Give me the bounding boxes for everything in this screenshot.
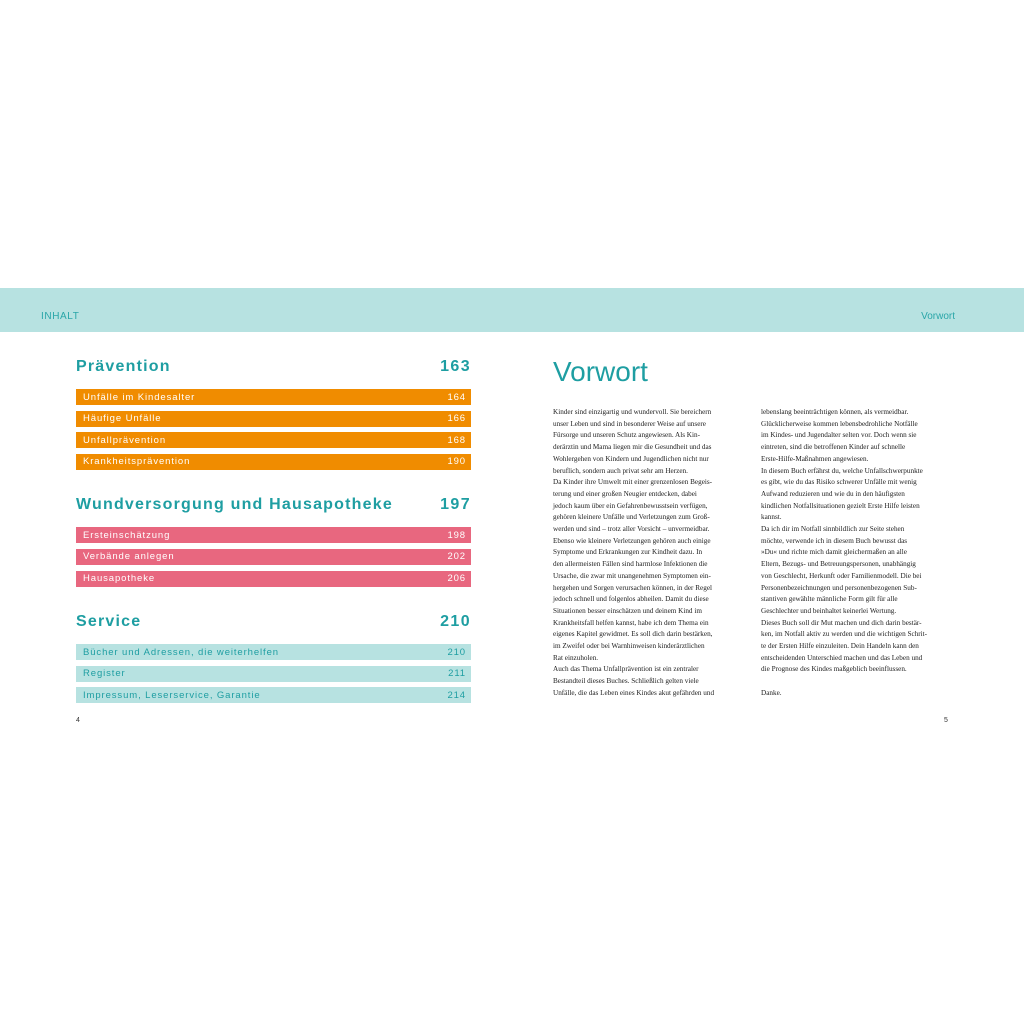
text-line: »Du« und richte mich damit gleichermaßen an alle xyxy=(761,548,907,557)
text-line: werden und sind – trotz aller Vorsicht – unvermeidbar. xyxy=(553,525,710,534)
toc-entry[interactable] xyxy=(76,527,471,543)
text-line: jedoch kaum über ein Gefahrenbewusstsein verfügen, xyxy=(553,501,708,510)
toc-entry-page: 198 xyxy=(447,529,466,541)
text-line: im Zweifel oder bei Warnhinweisen kinderärztlichen xyxy=(553,642,705,651)
text-line: von Geschlecht, Herkunft oder Familienmodell. Die bei xyxy=(761,571,922,580)
toc-entry-page: 164 xyxy=(447,391,466,403)
toc-entry-label: Impressum, Leserservice, Garantie xyxy=(83,689,261,701)
text-line: Ebenso wie kleinere Verletzungen gehören auch einige xyxy=(553,536,711,545)
toc-entry-label: Krankheitsprävention xyxy=(83,456,191,468)
text-line: gehören kleinere Unfälle und Verletzungen zum Groß- xyxy=(553,513,710,522)
toc-entry-label: Ersteinschätzung xyxy=(83,529,171,541)
text-line: möchte, verwende ich in diesem Buch bewusst das xyxy=(761,536,908,545)
toc-entry-label: Unfälle im Kindesalter xyxy=(83,391,196,403)
toc-entry-page: 168 xyxy=(447,434,466,446)
toc-entry-label: Unfallprävention xyxy=(83,434,167,446)
text-line: entscheidenden Unterschied machen und das Leben und xyxy=(761,653,923,662)
text-line: Unfälle, die das Leben eines Kindes akut gefährden und xyxy=(553,688,715,697)
toc-section-heading[interactable] xyxy=(76,496,471,518)
text-line: Danke. xyxy=(761,688,782,697)
text-line: Personenbezeichnungen und personenbezogenen Sub- xyxy=(761,583,917,592)
text-line: es gibt, wie du das Risiko schwerer Unfälle mit wenig xyxy=(761,478,917,487)
text-line: Krankheitsfall helfen kannst, habe ich dem Thema ein xyxy=(553,618,709,627)
text-line: Erste-Hilfe-Maßnahmen angewiesen. xyxy=(761,454,869,463)
text-line: Da ich dir im Notfall sinnbildlich zur Seite stehen xyxy=(761,525,905,534)
toc-section-page: 163 xyxy=(440,358,471,375)
toc-entry-page: 190 xyxy=(447,456,466,468)
text-line: Situationen besser einschätzen und deinem Kind im xyxy=(553,606,702,615)
toc-entry-page: 211 xyxy=(448,668,466,680)
toc-entry[interactable] xyxy=(76,687,471,703)
toc-entry[interactable] xyxy=(76,549,471,565)
text-line: Geschlechter und beinhaltet keinerlei Wertung. xyxy=(761,606,897,615)
text-line: Dieses Buch soll dir Mut machen und dich darin bestär- xyxy=(761,618,922,627)
text-line: im Kindes- und Jugendalter selten vor. Doch wenn sie xyxy=(761,431,917,440)
toc-section-title: Prävention xyxy=(76,358,171,375)
toc-entry-label: Hausapotheke xyxy=(83,573,156,585)
toc-entry-label: Bücher und Adressen, die weiterhelfen xyxy=(83,646,279,658)
text-line: Da Kinder ihre Umwelt mit einer grenzenlosen Begeis- xyxy=(553,478,713,487)
text-line: hergehen und Sorgen verursachen können, in der Regel xyxy=(553,583,713,592)
text-line: beruflich, sondern auch privat sehr am Herzen. xyxy=(553,466,688,475)
text-line: Bestandteil dieses Buches. Schließlich gelten viele xyxy=(553,677,699,686)
toc-entry-label: Häufige Unfälle xyxy=(83,413,162,425)
toc-entry-page: 210 xyxy=(447,646,466,658)
text-line: te der Ersten Hilfe einzuleiten. Dein Handeln kann den xyxy=(761,642,919,651)
header-band xyxy=(0,288,1024,332)
toc-entry[interactable] xyxy=(76,389,471,405)
text-line: Ursache, die zwar mit unangenehmen Symptomen ein- xyxy=(553,571,711,580)
text-line: Eltern, Bezugs- und Betreuungspersonen, unabhängig xyxy=(761,560,916,569)
text-line: eintreten, sind die betroffenen Kinder auf schnelle xyxy=(761,443,906,452)
text-line: die Prognose des Kindes maßgeblich beeinflussen. xyxy=(761,665,907,674)
toc-entry[interactable] xyxy=(76,571,471,587)
text-line: ken, im Notfall aktiv zu werden und die wichtigen Schrit- xyxy=(761,630,928,639)
toc-section-title: Service xyxy=(76,613,142,631)
text-line: Aufwand reduzieren und wie du in den häufigsten xyxy=(761,489,905,498)
toc-section-heading[interactable] xyxy=(76,613,471,635)
toc-entry[interactable] xyxy=(76,432,471,448)
running-header-right: Vorwort xyxy=(921,311,955,322)
toc-entry[interactable] xyxy=(76,644,471,660)
text-column-left xyxy=(553,407,741,700)
text-line: Wohlergehen von Kindern und Jugendlichen nicht nur xyxy=(553,454,709,463)
toc-entry-page: 202 xyxy=(447,551,466,563)
toc-section-heading[interactable] xyxy=(76,358,471,380)
text-line xyxy=(761,676,949,688)
toc-entry-label: Verbände anlegen xyxy=(83,551,175,563)
text-line: Kinder sind einzigartig und wundervoll. Sie bereichern xyxy=(553,408,712,416)
toc-entry[interactable] xyxy=(76,666,471,682)
text-line: Fürsorge und unseren Schutz angewiesen. Als Kin- xyxy=(553,431,700,440)
page-number-right: 5 xyxy=(944,717,948,724)
text-line: Auch das Thema Unfallprävention ist ein zentraler xyxy=(553,665,699,674)
text-line: jedoch schnell und folgenlos abheilen. Damit du diese xyxy=(553,595,709,604)
page-title: Vorwort xyxy=(553,356,648,387)
text-column-right xyxy=(761,407,949,700)
toc-entry-page: 214 xyxy=(447,689,466,701)
text-line: unser Leben und sind in besonderer Weise auf unsere xyxy=(553,419,706,428)
toc-entry[interactable] xyxy=(76,411,471,427)
text-line: lebenslang beeinträchtigen können, als vermeidbar. xyxy=(761,408,909,416)
text-line: stantiven gewählte männliche Form gilt für alle xyxy=(761,595,898,604)
text-line: kindlichen Notfallsituationen gezielt Erste Hilfe leisten xyxy=(761,501,920,510)
text-line: Glücklicherweise kommen lebensbedrohliche Notfälle xyxy=(761,419,918,428)
toc-entry-page: 166 xyxy=(447,413,466,425)
running-header-left: INHALT xyxy=(41,311,80,322)
toc-section-title: Wundversorgung und Hausapotheke xyxy=(76,496,393,514)
toc-section-page: 197 xyxy=(440,496,471,514)
toc-section-page: 210 xyxy=(440,613,471,631)
text-line: terung und einer großen Neugier entdecken, dabei xyxy=(553,489,697,498)
text-line: eigenes Kapitel gewidmet. Es soll dich darin bestärken, xyxy=(553,630,713,639)
text-line: den allermeisten Fällen sind harmlose Infektionen die xyxy=(553,560,708,569)
text-line: Rat einzuholen. xyxy=(553,653,599,662)
text-line: derärztin und Mama liegen mir die Gesundheit und das xyxy=(553,443,712,452)
toc-entry-label: Register xyxy=(83,668,126,680)
text-line: In diesem Buch erfährst du, welche Unfallschwerpunkte xyxy=(761,466,923,475)
toc-entry[interactable] xyxy=(76,454,471,470)
page-number-left: 4 xyxy=(76,717,80,724)
text-line: Symptome und Erkrankungen zur Kindheit dazu. In xyxy=(553,548,703,557)
toc-entry-page: 206 xyxy=(447,573,466,585)
text-line: kannst. xyxy=(761,513,782,522)
table-of-contents xyxy=(76,358,471,709)
